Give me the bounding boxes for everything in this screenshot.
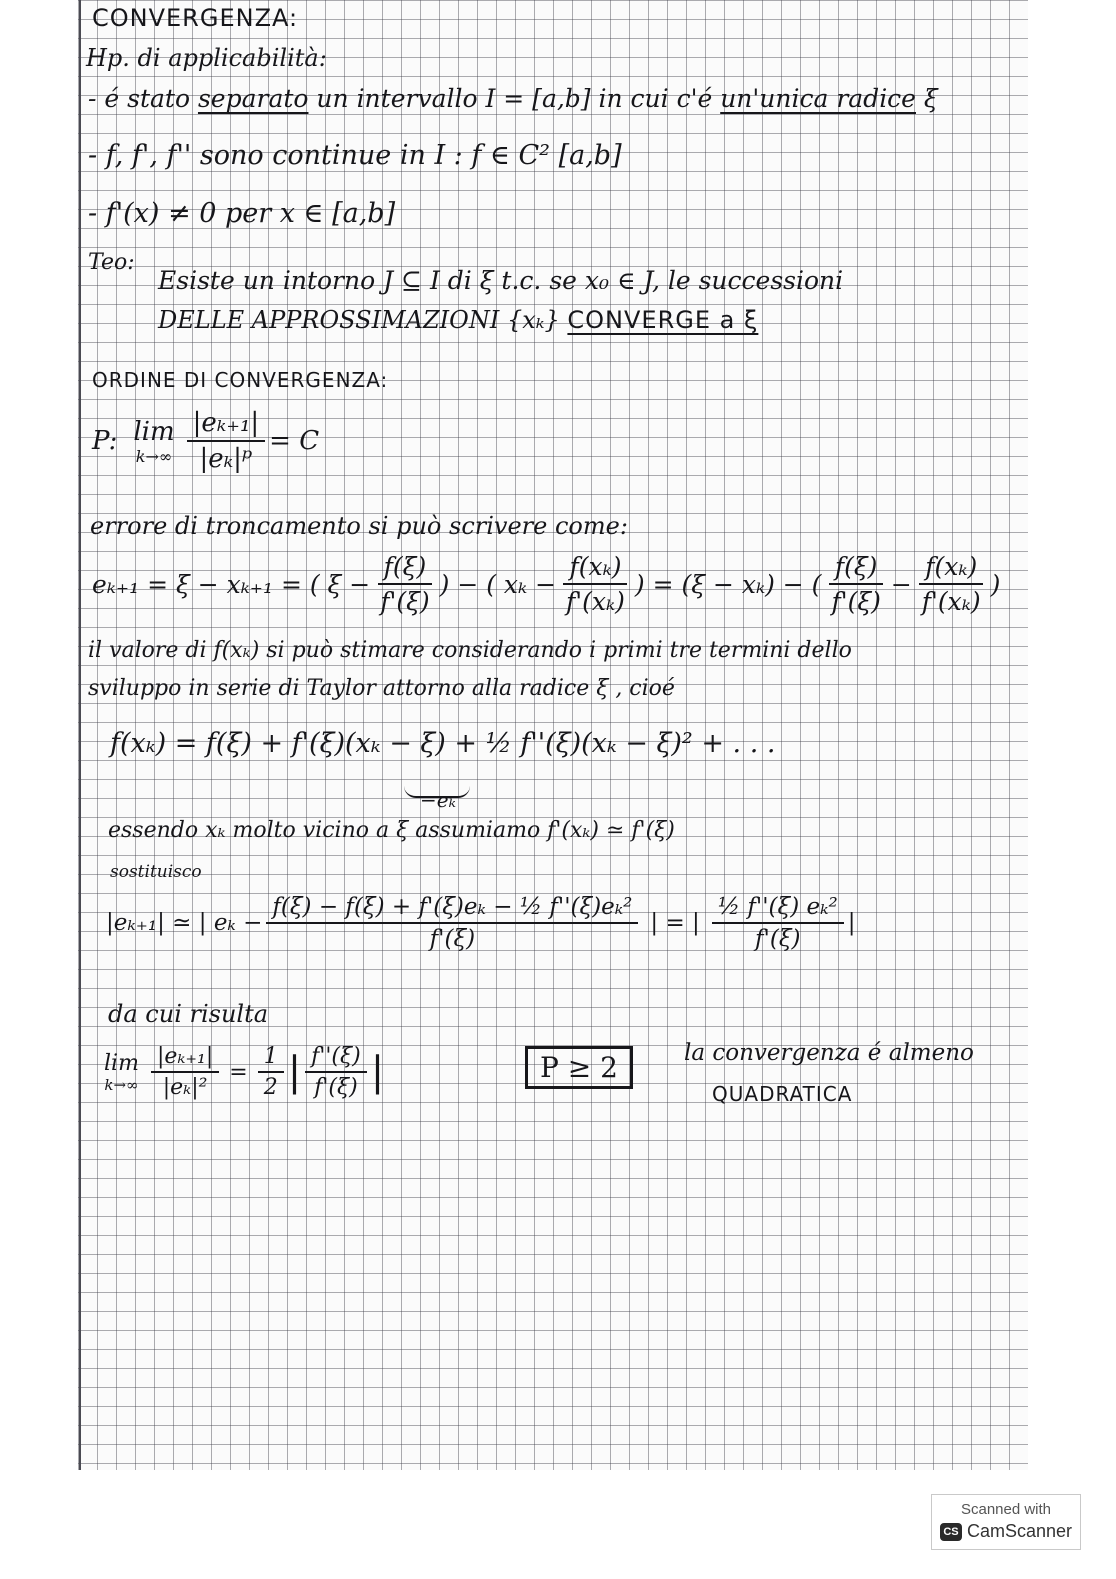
camscanner-icon: CS — [940, 1523, 962, 1541]
hp-line-1: - é stato separato un intervallo I = [a,b] in cui c'é un'unica radice ξ — [88, 84, 938, 113]
hp-line-2: - f, f', f'' sono continue in I : f ∈ C² [a,b] — [88, 140, 622, 171]
valore-line-1: il valore di f(xₖ) si può stimare considerando i primi tre termini dello — [88, 638, 852, 663]
sostituisco: sostituisco — [110, 862, 202, 882]
substitution-equation: |eₖ₊₁| ≃ | eₖ − $\frac{\text{f(ξ) − f(ξ) + f'(ξ)eₖ − ½ f''(ξ)eₖ²}}{f'(\xi)}$ | = | $\frac{\text{½ f''(ξ) eₖ²}}{f'(\xi)}$ | — [106, 894, 856, 952]
order-box: P ≥ 2 — [525, 1046, 633, 1089]
da-cui-line: da cui risulta — [108, 1000, 269, 1028]
conclusion-line-2: QUADRATICA — [712, 1082, 853, 1106]
teo-label: Teo: — [88, 250, 135, 275]
valore-line-2: sviluppo in serie di Taylor attorno alla radice ξ , cioé — [88, 676, 675, 701]
conclusion-line-1: la convergenza é almeno — [684, 1040, 974, 1066]
taylor-equation: f(xₖ) = f(ξ) + f'(ξ)(xₖ − ξ) + ½ f''(ξ)(xₖ − ξ)² + . . . — [110, 728, 776, 759]
camscanner-badge — [931, 1494, 1081, 1550]
page-title: CONVERGENZA: — [92, 4, 299, 32]
ordine-label: ORDINE DI CONVERGENZA: — [92, 368, 389, 392]
essendo-line: essendo xₖ molto vicino a ξ assumiamo f'(xₖ) ≃ f'(ξ) — [108, 818, 675, 843]
error-equation: eₖ₊₁ = ξ − xₖ₊₁ = ( ξ − $\frac{f(\xi)}{f'(\xi)}$ ) − ( xₖ − $\frac{\text{f(xₖ)}}{\text{f'(xₖ)}}$ ) = (ξ − xₖ) − ( $\frac{f(\xi)}{f'(\xi)}$ − $\frac{\text{f(xₖ)}}{\text{f'(xₖ)}}$ ) — [92, 552, 1001, 616]
teo-line-2: DELLE APPROSSIMAZIONI {xₖ} CONVERGE a ξ — [158, 306, 759, 334]
camscanner-name: CamScanner — [967, 1521, 1073, 1541]
scanned-with-label: Scanned with — [960, 1501, 1052, 1518]
hp-label: Hp. di applicabilità: — [86, 44, 327, 72]
order-definition: P: lim k→∞ $\frac{\text{|eₖ₊₁|}}{\text{|eₖ|ᵖ}}$ = C — [92, 408, 320, 474]
hp-line-3: - f'(x) ≠ 0 per x ∈ [a,b] — [88, 198, 396, 229]
underbrace-label: −eₖ — [420, 788, 456, 812]
result-equation: lim k→∞ $\frac{\text{|eₖ₊₁|}}{\text{|eₖ|²}}$ = $\frac{1}{2}$ | $\frac{f''(\xi)}{f'(\xi)}$ | — [104, 1044, 385, 1100]
errore-text: errore di troncamento si può scrivere come: — [90, 512, 628, 540]
teo-line-1: Esiste un intorno J ⊆ I di ξ t.c. se x₀ ∈ J, le successioni — [158, 266, 844, 295]
margin-line — [79, 0, 81, 1470]
